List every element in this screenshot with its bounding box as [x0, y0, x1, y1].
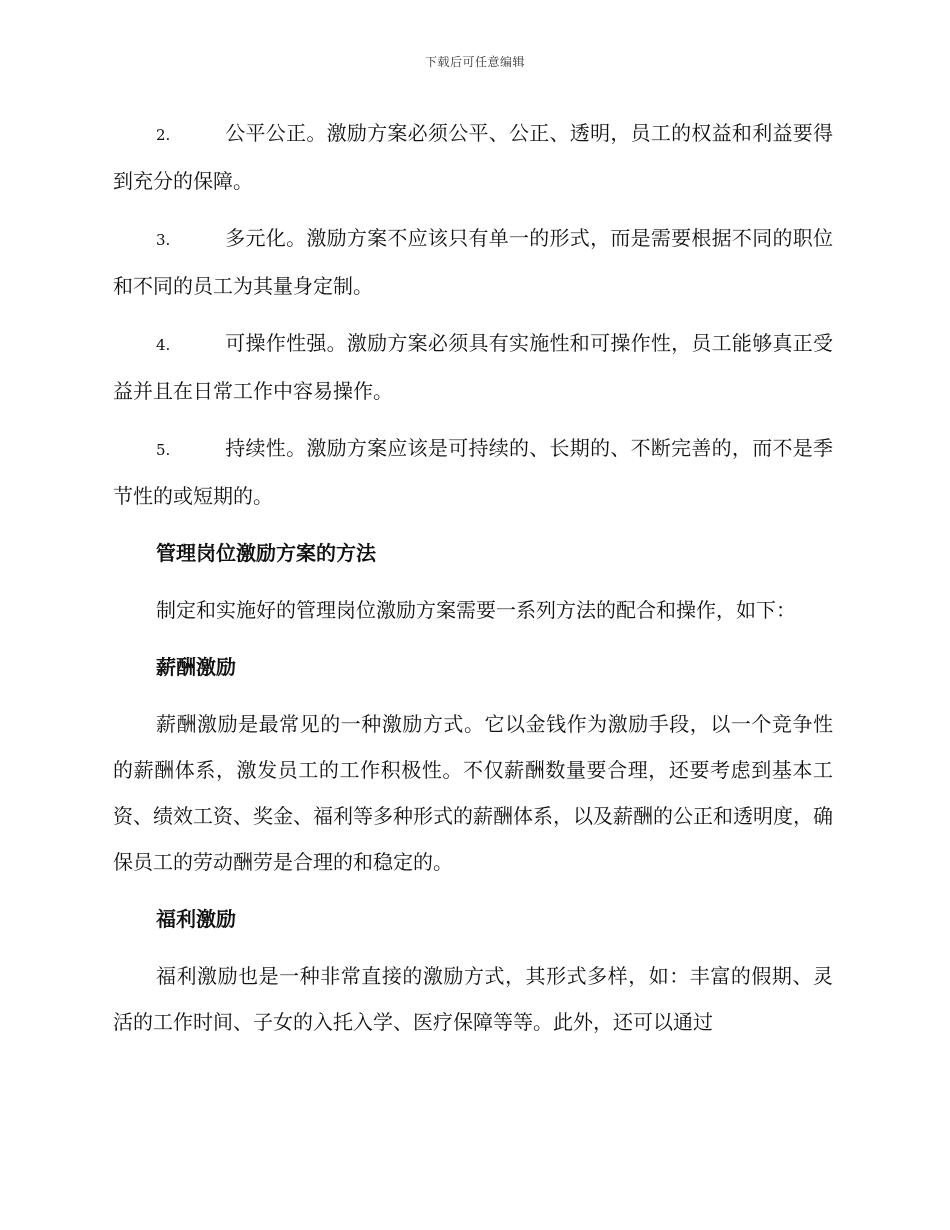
- list-number: 4.: [156, 336, 171, 354]
- section-heading-methods: 管理岗位激励方案的方法: [156, 541, 376, 565]
- list-number: 2.: [156, 126, 171, 144]
- list-text: 多元化。激励方案不应该只有单一的形式，而是需要根据不同的职位和不同的员工为其量身定制。: [113, 226, 833, 298]
- list-text: 持续性。激励方案应该是可持续的、长期的、不断完善的，而不是季节性的或短期的。: [113, 436, 833, 508]
- salary-paragraph: 薪酬激励是最常见的一种激励方式。它以金钱作为激励手段，以一个竞争性的薪酬体系，激发员工的工作积极性。不仅薪酬数量要合理，还要考虑到基本工资、绩效工资、奖金、福利等多种形式的薪酬体系，以及薪酬的公正和透明度，确保员工的劳动酬劳是合理的和稳定的。: [113, 712, 833, 874]
- document-body: [113, 110, 833, 1056]
- list-item: [113, 425, 833, 519]
- list-number: 5.: [156, 441, 171, 459]
- list-item: [113, 110, 833, 204]
- section-heading-salary: 薪酬激励: [156, 655, 236, 679]
- page-header: 下载后可任意编辑: [424, 55, 525, 69]
- list-text: 可操作性强。激励方案必须具有实施性和可操作性，员工能够真正受益并且在日常工作中容易操作。: [113, 331, 833, 403]
- list-text: 公平公正。激励方案必须公平、公正、透明，员工的权益和利益要得到充分的保障。: [113, 121, 833, 193]
- list-item: [113, 320, 833, 414]
- list-number: 3.: [156, 231, 171, 249]
- list-item: [113, 215, 833, 309]
- methods-intro-paragraph: 制定和实施好的管理岗位激励方案需要一系列方法的配合和操作，如下：: [156, 598, 796, 622]
- section-heading-welfare: 福利激励: [156, 907, 236, 931]
- welfare-paragraph: 福利激励也是一种非常直接的激励方式，其形式多样，如：丰富的假期、灵活的工作时间、子女的入托入学、医疗保障等等。此外，还可以通过: [113, 964, 833, 1034]
